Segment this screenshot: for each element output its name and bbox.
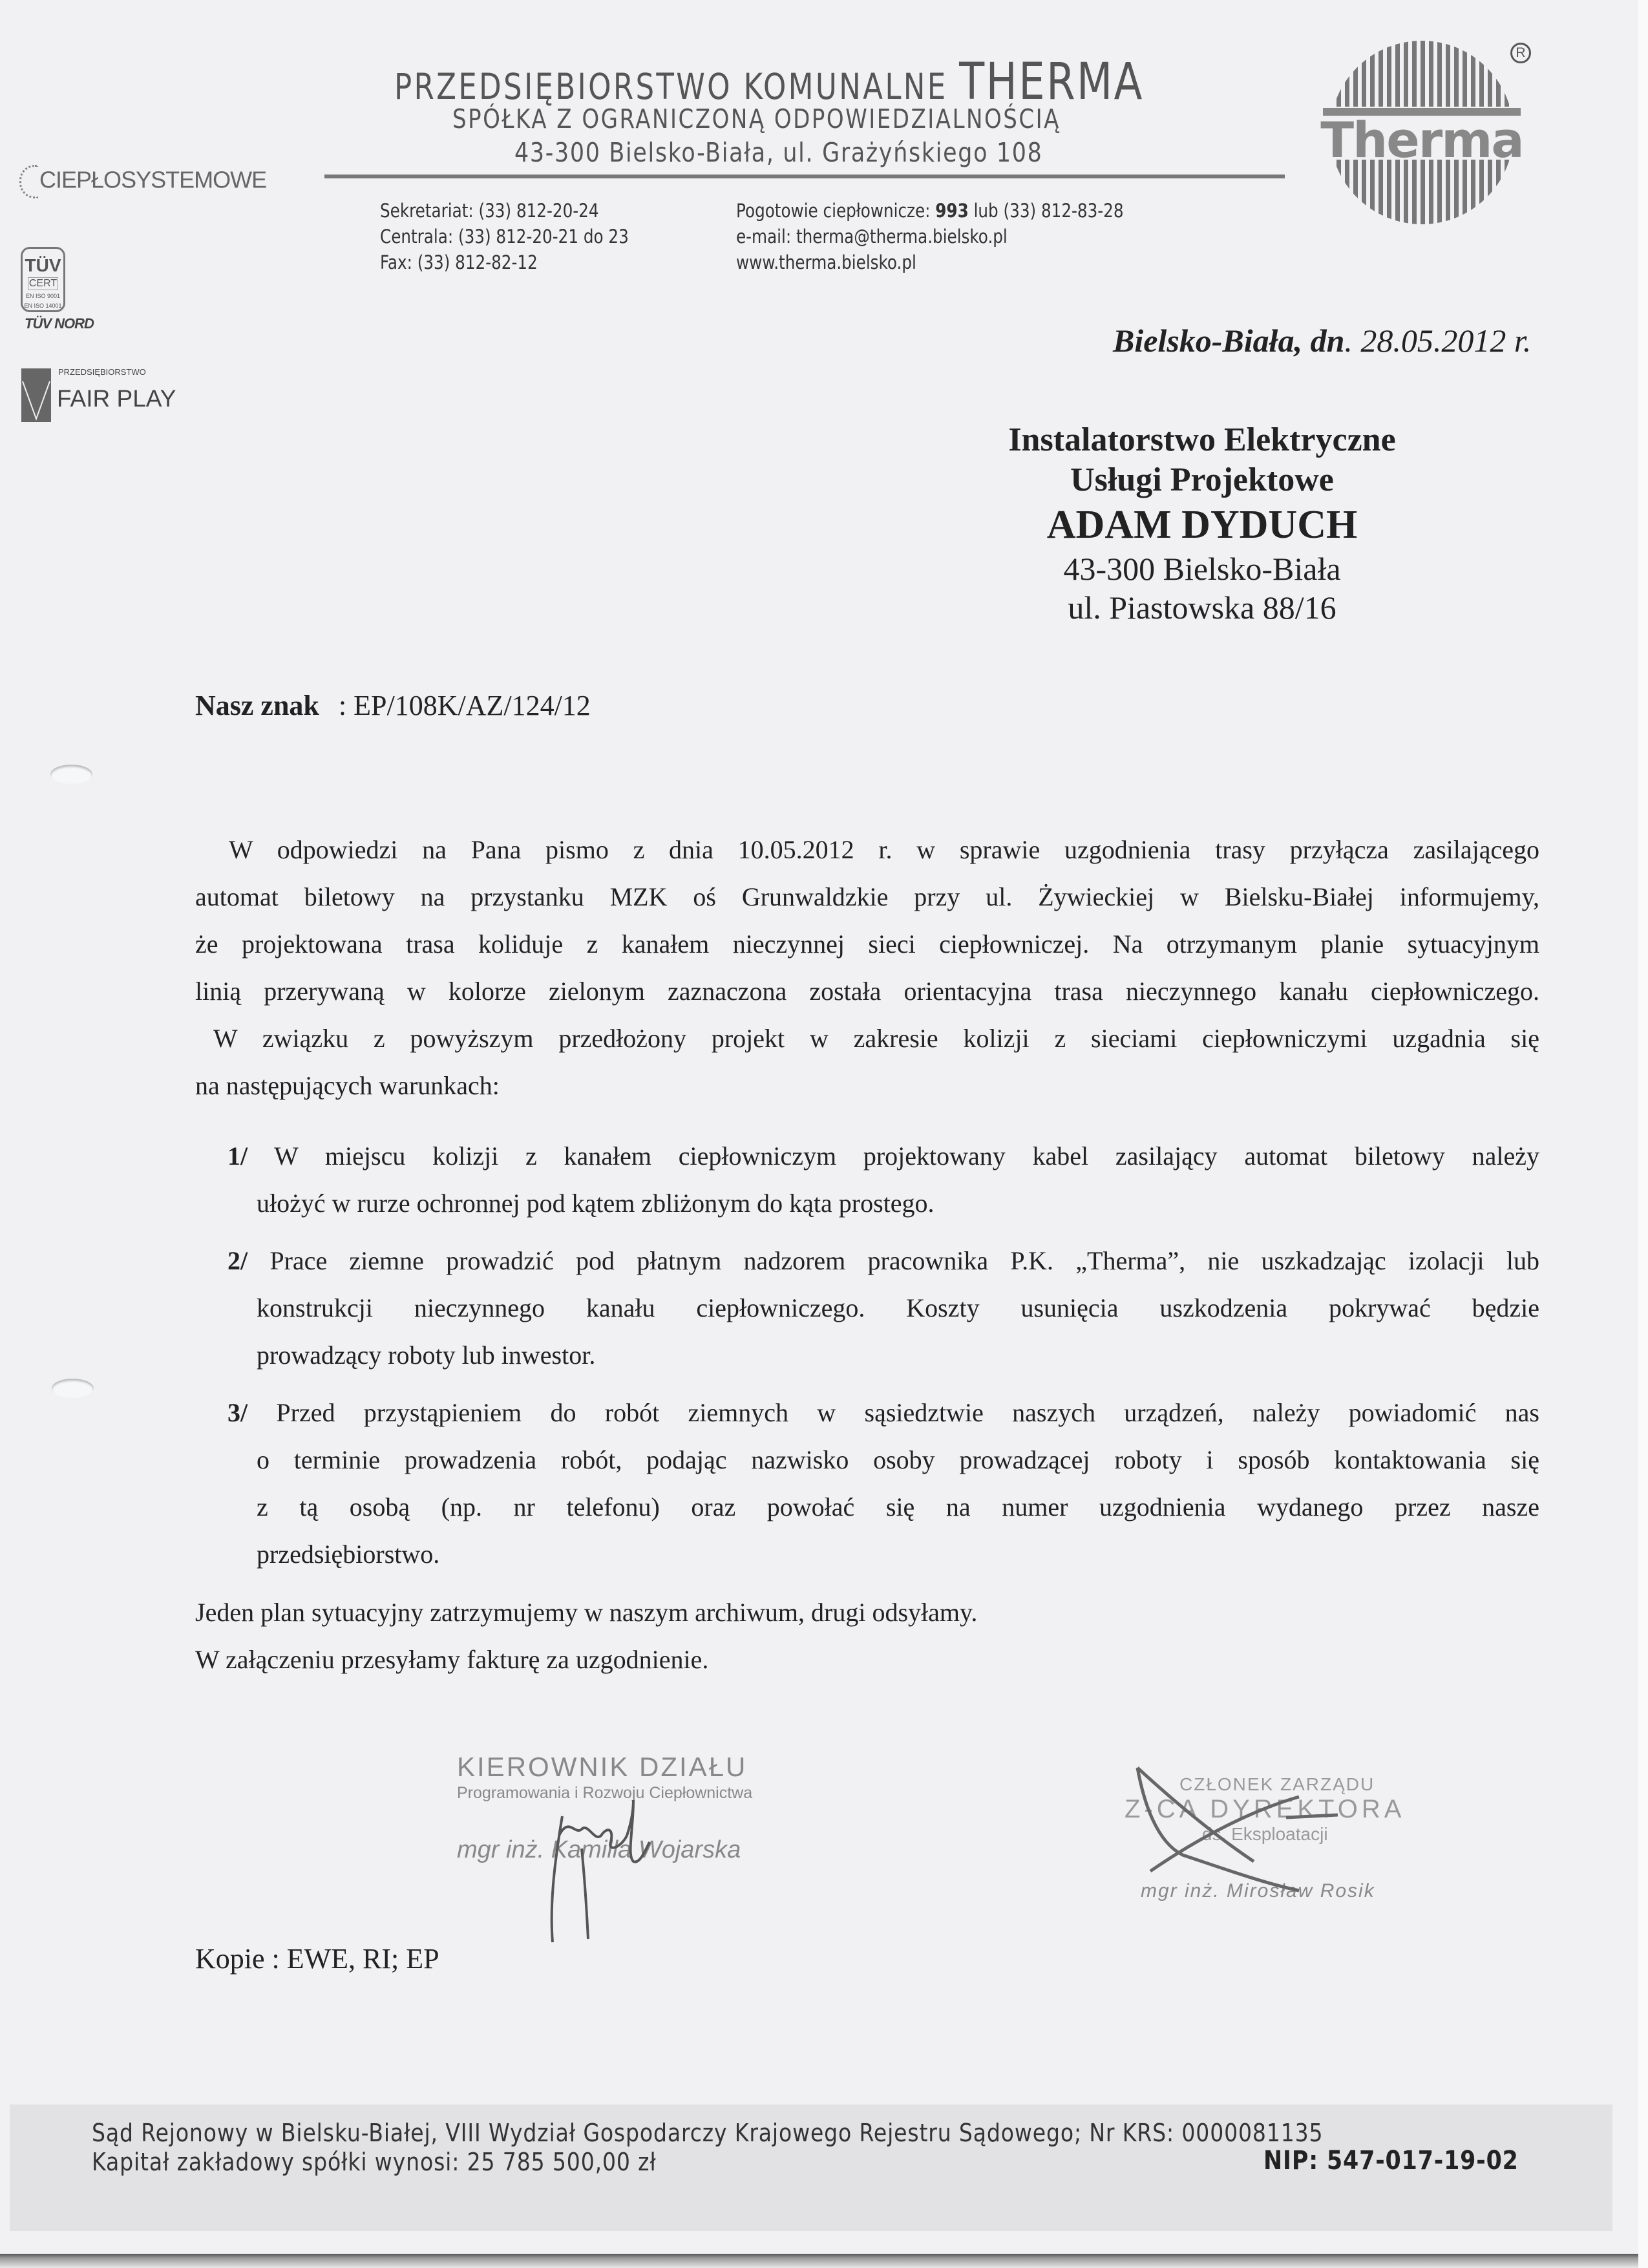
- recipient-block: [827, 420, 1577, 627]
- footer-court-registry: Sąd Rejonowy w Bielsku-Białej, VIII Wydział Gospodarczy Krajowego Rejestru Sądowego; Nr KRS: 0000081135: [92, 2119, 1324, 2147]
- recipient-name: ADAM DYDUCH: [1046, 503, 1358, 547]
- company-name: PRZEDSIĘBIORSTWO KOMUNALNE THERMA: [394, 53, 1144, 111]
- signatory-title-1: CZŁONEK ZARZĄDU: [1179, 1774, 1375, 1794]
- header-divider: [324, 175, 1285, 178]
- copies-list: Kopie : EWE, RI; EP: [195, 1943, 439, 1975]
- signatory-name: mgr inż. Mirosław Rosik: [1141, 1880, 1375, 1902]
- contact-secretariat: Sekretariat: (33) 812-20-24: [380, 200, 599, 222]
- signatory-title: KIEROWNIK DZIAŁU: [457, 1752, 748, 1782]
- company-legal-form: SPÓŁKA Z OGRANICZONĄ ODPOWIEDZIALNOŚCIĄ: [452, 103, 1061, 134]
- fair-play-label: FAIR PLAY: [57, 385, 176, 412]
- therma-logo-icon: [1315, 36, 1528, 229]
- closing-lines: Jeden plan sytuacyjny zatrzymujemy w naszym archiwum, drugi odsyłamy. W załączeniu przesyłamy fakturę za uzgodnienie.: [195, 1598, 978, 1674]
- reference-number: Nasz znak : EP/108K/AZ/124/12: [195, 690, 591, 721]
- contacts-online: [736, 198, 1124, 275]
- handwritten-signature-right-icon: [1125, 1765, 1357, 1900]
- contact-fax: Fax: (33) 812-82-12: [380, 251, 538, 273]
- body-paragraph-2: W związku z powyższym przedłożony projekt w zakresie kolizji z sieciami ciepłowniczymi uzgadnia się na następujących warunkach:: [195, 1024, 1539, 1100]
- tuv-cert-badge: TÜV CERT EN ISO 9001 EN ISO 14001: [21, 247, 65, 312]
- punch-hole-top: [50, 765, 92, 784]
- contact-email[interactable]: e-mail: therma@therma.bielsko.pl: [736, 226, 1008, 248]
- contact-switchboard: Centrala: (33) 812-20-21 do 23: [380, 226, 629, 248]
- body-paragraph-1: W odpowiedzi na Pana pismo z dnia 10.05.2012 r. w sprawie uzgodnienia trasy przyłącza zasilającego automat biletowy na przystanku MZK oś Grunwaldzkie przy ul. Żywieckiej w Bielsku-Białej informujemy, że projektowana trasa koliduje z kanałem nieczynnej sieci ciepłowniczej. Na otrzymanym planie sytuacyjnym linią przerywaną w kolorze zielonym zaznaczona została orientacyjna trasa nieczynnego kanału ciepłowniczego.: [195, 835, 1539, 1006]
- registered-trademark-icon: R: [1510, 43, 1531, 63]
- scan-shadow: [0, 2254, 1638, 2268]
- condition-2: 2/ Prace ziemne prowadzić pod płatnym nadzorem pracownika P.K. „Therma”, nie uszkadzając izolacji lub konstrukcji nieczynnego kanału ciepłowniczego. Koszty usunięcia uszkodzenia pokrywać będzie prowadzący roboty lub inwestor.: [227, 1246, 1539, 1370]
- svg-text:Therma: Therma: [1320, 111, 1523, 169]
- condition-3: 3/ Przed przystąpieniem do robót ziemnych w sąsiedztwie naszych urządzeń, należy powiadomić nas o terminie prowadzenia robót, podając nazwisko osoby prowadzącej roboty i sposób kontaktowania się z tą osobą (np. nr telefonu) oraz powołać się na numer uzgodnienia wydanego przez nasze przedsiębiorstwo.: [227, 1398, 1539, 1569]
- condition-1: 1/ W miejscu kolizji z kanałem ciepłowniczym projektowany kabel zasilający automat biletowy należy ułożyć w rurze ochronnej pod kątem zbliżonym do kąta prostego.: [227, 1141, 1539, 1218]
- recipient-street: ul. Piastowska 88/16: [1068, 589, 1336, 626]
- recipient-line1: Instalatorstwo Elektryczne: [1008, 421, 1396, 458]
- footer-share-capital: Kapitał zakładowy spółki wynosi: 25 785 500,00 zł: [92, 2148, 657, 2176]
- footer-tax-id: NIP: 547-017-19-02: [1263, 2146, 1519, 2176]
- scan-edge: [1638, 0, 1648, 2268]
- dotted-ring-icon: [19, 165, 38, 198]
- contacts-phones: [380, 198, 629, 275]
- handwritten-signature-left-icon: [536, 1790, 692, 1945]
- recipient-line2: Usługi Projektowe: [1070, 461, 1334, 498]
- cieplo-systemowe-logo: CIEPŁOSYSTEMOWE: [19, 165, 266, 198]
- contact-emergency: Pogotowie ciepłownicze: 993 lub (33) 812-83-28: [736, 200, 1124, 222]
- letter-date: Bielsko-Biała, dn. 28.05.2012 r.: [1113, 323, 1532, 359]
- contact-website[interactable]: www.therma.bielsko.pl: [736, 251, 916, 273]
- signatory-name: mgr inż. Kamilla Wojarska: [457, 1836, 741, 1863]
- fair-play-logo-icon: [21, 368, 51, 422]
- fair-play-label-small: PRZEDSIĘBIORSTWO: [58, 367, 146, 377]
- signatory-title-2: Z-CA DYREKTORA: [1125, 1795, 1406, 1823]
- tuv-nord-logo: TÜV NORD: [25, 315, 94, 332]
- signatory-dept: Programowania i Rozwoju Ciepłownictwa: [457, 1784, 753, 1802]
- recipient-postcode: 43-300 Bielsko-Biała: [1063, 551, 1341, 587]
- company-address: 43-300 Bielsko-Biała, ul. Grażyńskiego 108: [514, 137, 1043, 168]
- punch-hole-bottom: [52, 1379, 94, 1398]
- company-brand: THERMA: [959, 53, 1144, 111]
- signatory-title-3: ds. Eksploatacji: [1202, 1824, 1328, 1844]
